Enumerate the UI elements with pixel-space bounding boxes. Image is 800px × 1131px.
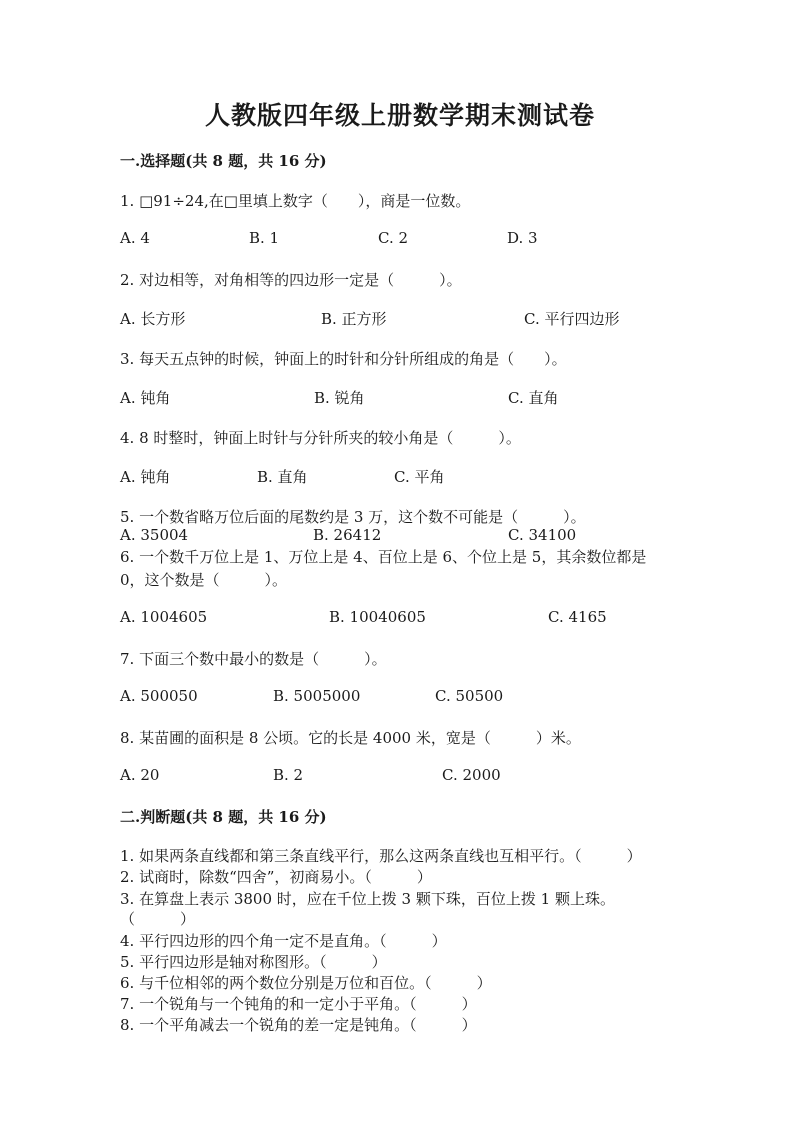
option: B. 正方形 (321, 310, 387, 328)
question-text: 1. □91÷24,在□里填上数字（ ），商是一位数。 (120, 192, 471, 210)
option: A. 500050 (120, 687, 198, 705)
question-text: 7. 下面三个数中最小的数是（ ）。 (120, 650, 387, 668)
option: B. 1 (249, 229, 280, 247)
option: A. 20 (120, 766, 160, 784)
option: A. 35004 (120, 526, 189, 544)
option: B. 2 (273, 766, 304, 784)
judgement-item: 5. 平行四边形是轴对称图形。（ ） (120, 953, 387, 971)
option: A. 钝角 (120, 389, 171, 407)
judgement-item: 7. 一个锐角与一个钝角的和一定小于平角。（ ） (120, 995, 477, 1013)
judgement-item: 6. 与千位相邻的两个数位分别是万位和百位。（ ） (120, 974, 492, 992)
question-text: 4. 8 时整时，钟面上时针与分针所夹的较小角是（ ）。 (120, 429, 521, 447)
option: A. 长方形 (120, 310, 186, 328)
option: C. 50500 (435, 687, 504, 705)
question-text: 5. 一个数省略万位后面的尾数约是 3 万，这个数不可能是（ ）。 (120, 508, 586, 526)
option: C. 平角 (394, 468, 445, 486)
option: C. 4165 (548, 608, 607, 626)
option: A. 1004605 (120, 608, 208, 626)
option: C. 34100 (508, 526, 577, 544)
section-heading-choice: 一.选择题(共 8 题，共 16 分) (120, 152, 327, 170)
question-text: 2. 对边相等，对角相等的四边形一定是（ ）。 (120, 271, 462, 289)
judgement-item: 3. 在算盘上表示 3800 时，应在千位上拨 3 颗下珠，百位上拨 1 颗上珠。 (120, 890, 615, 908)
question-text-continued: 0，这个数是（ ）。 (120, 571, 288, 589)
section-heading-judgement: 二.判断题(共 8 题，共 16 分) (120, 808, 327, 826)
question-text: 8. 某苗圃的面积是 8 公顷。它的长是 4000 米，宽是（ ）米。 (120, 729, 581, 747)
judgement-item: 8. 一个平角减去一个锐角的差一定是钝角。（ ） (120, 1016, 477, 1034)
option: B. 5005000 (273, 687, 361, 705)
option: A. 4 (120, 229, 150, 247)
option: C. 2000 (442, 766, 501, 784)
option: D. 3 (507, 229, 538, 247)
option: A. 钝角 (120, 468, 171, 486)
option: C. 2 (378, 229, 409, 247)
option: B. 直角 (257, 468, 308, 486)
judgement-item-continued: （ ） (120, 910, 196, 928)
option: B. 锐角 (314, 389, 365, 407)
option: B. 10040605 (329, 608, 426, 626)
option: B. 26412 (313, 526, 382, 544)
option: C. 平行四边形 (524, 310, 620, 328)
page-title: 人教版四年级上册数学期末测试卷 (204, 101, 595, 130)
judgement-item: 1. 如果两条直线都和第三条直线平行，那么这两条直线也互相平行。（ ） (120, 847, 642, 865)
question-text: 6. 一个数千万位上是 1、万位上是 4、百位上是 6、个位上是 5，其余数位都是 (120, 548, 647, 566)
question-text: 3. 每天五点钟的时候，钟面上的时针和分针所组成的角是（ ）。 (120, 350, 567, 368)
judgement-item: 2. 试商时，除数“四舍”，初商易小。（ ） (120, 868, 432, 886)
judgement-item: 4. 平行四边形的四个角一定不是直角。（ ） (120, 932, 447, 950)
option: C. 直角 (508, 389, 559, 407)
